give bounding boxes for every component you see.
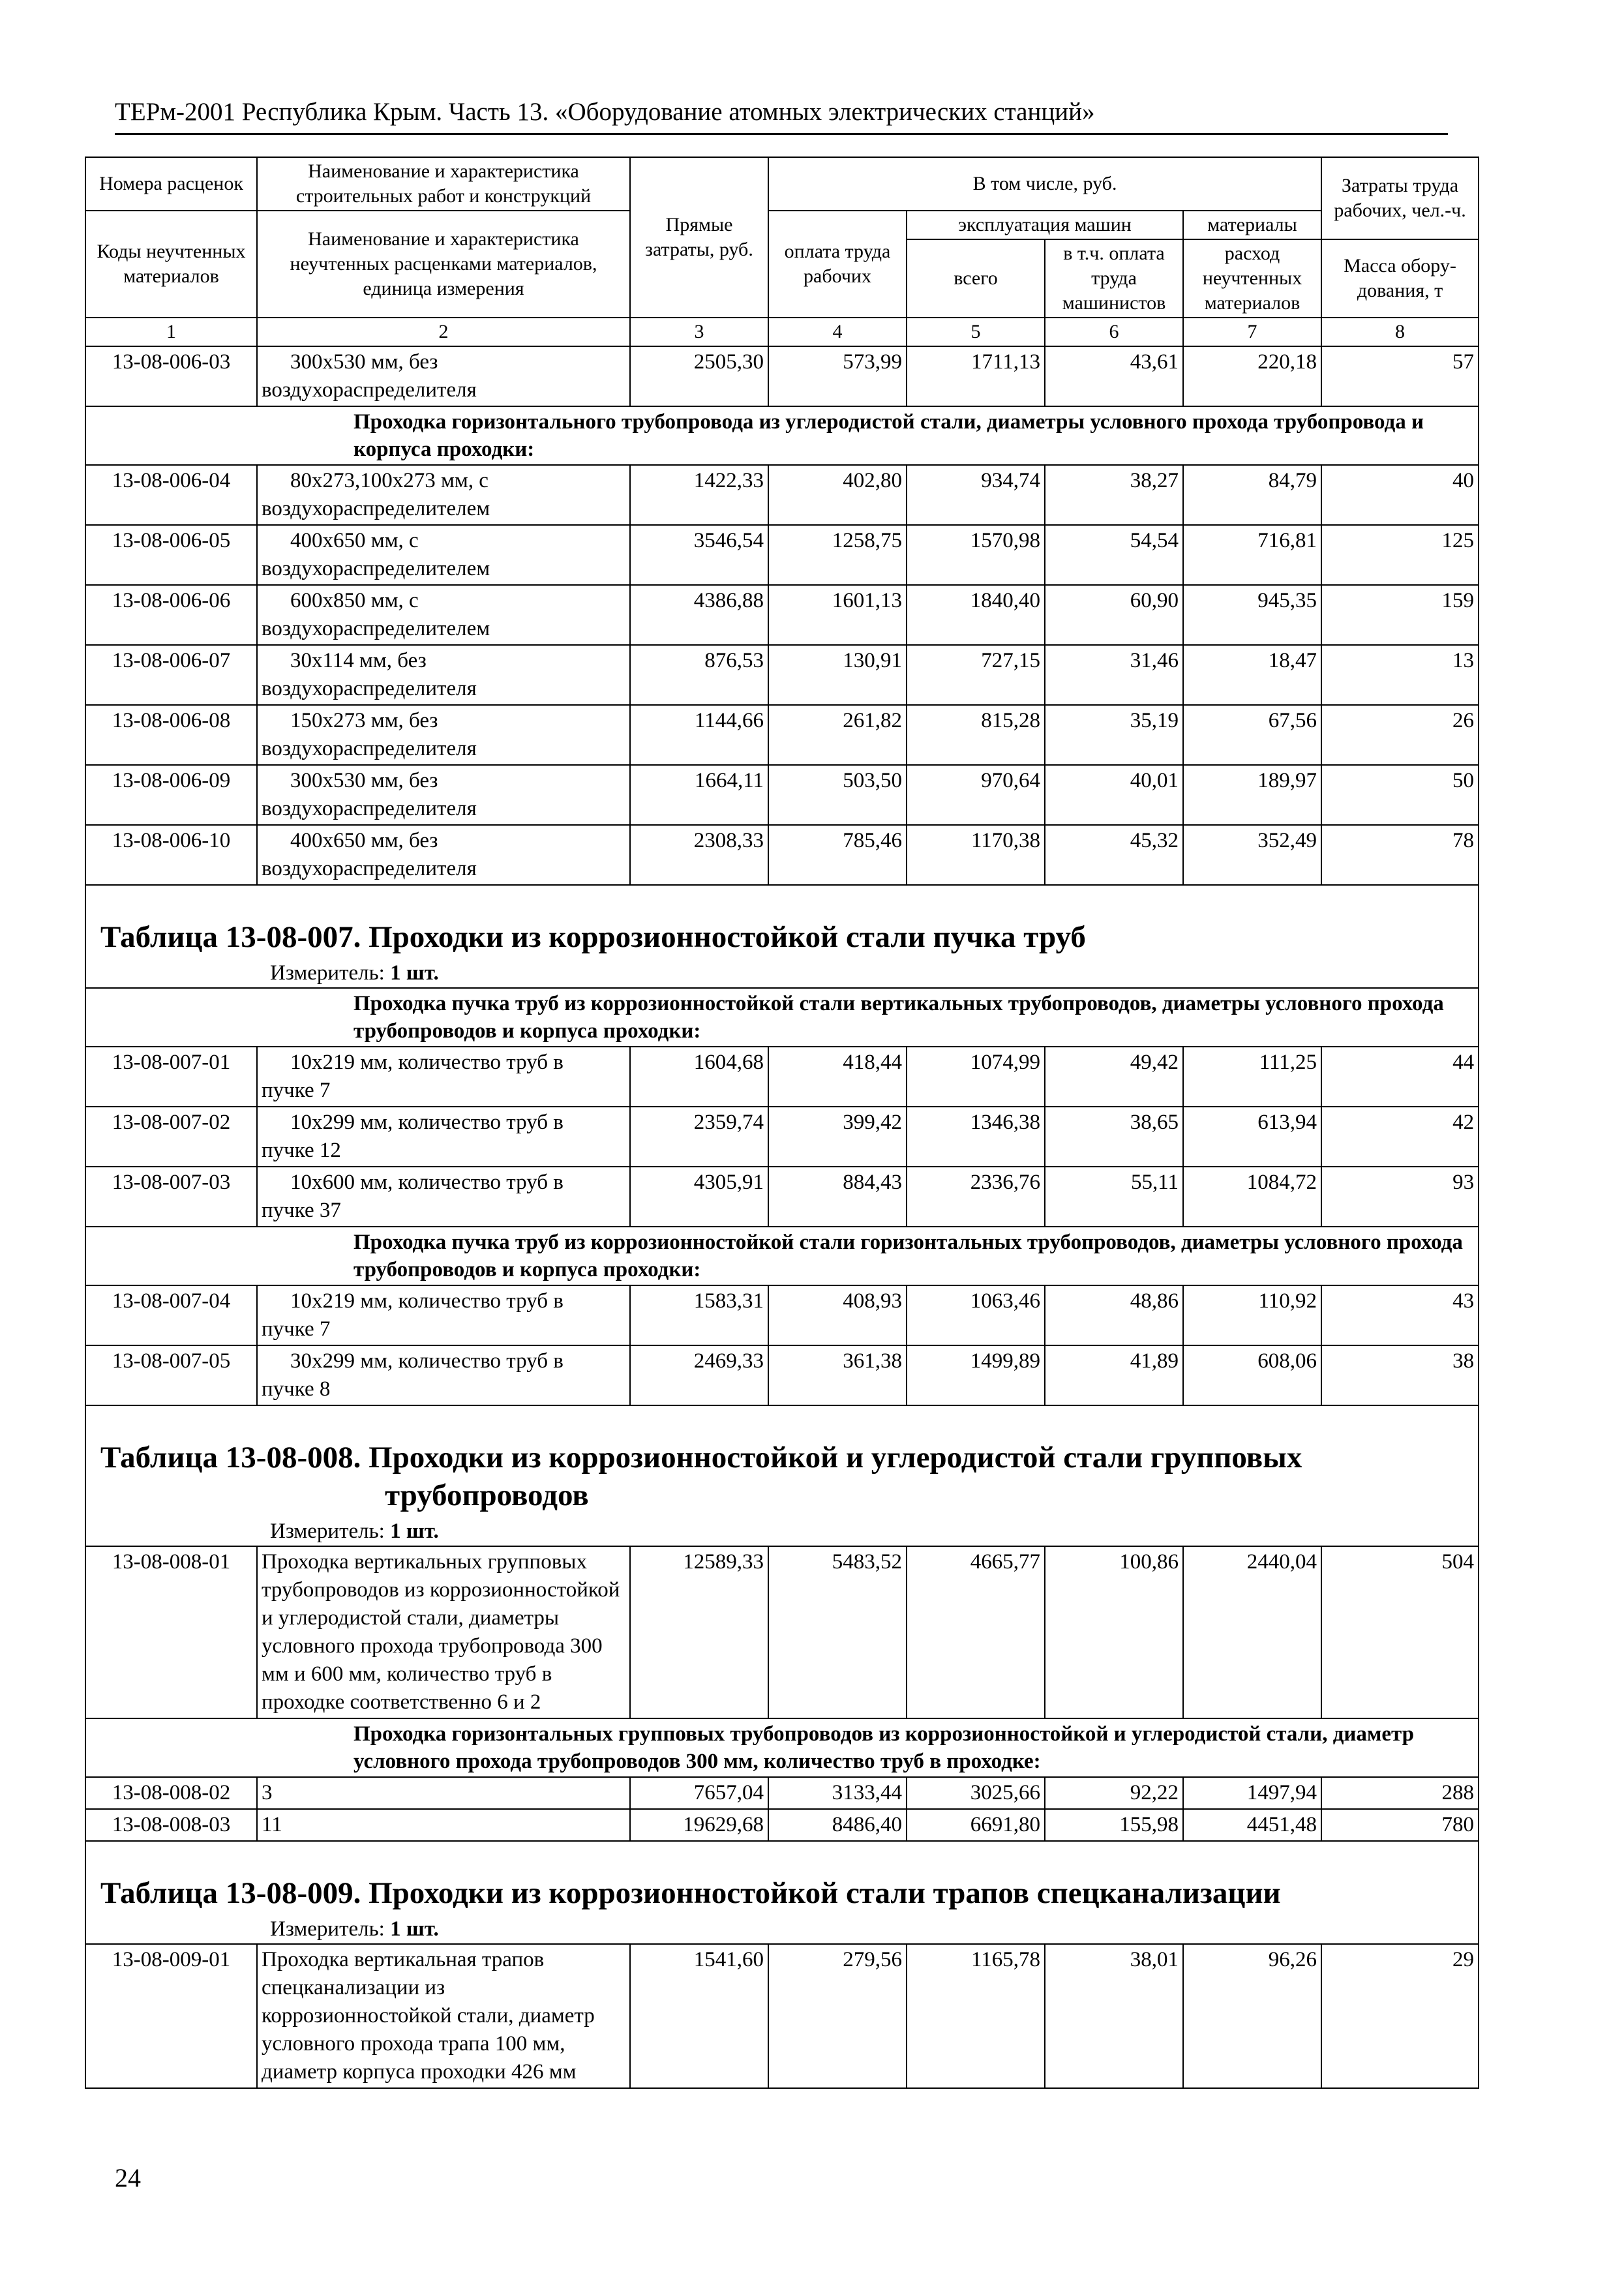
machines-total: 2336,76 — [907, 1167, 1045, 1227]
machines-total: 1840,40 — [907, 585, 1045, 645]
table-row — [86, 1107, 1478, 1167]
table-007-title: Таблица 13-08-007. Проходки из коррозионностойкой стали пучка труб — [100, 920, 1086, 954]
rate-description: 10x299 мм, количество труб в пучке 12 — [257, 1107, 630, 1167]
col-number: 7 — [1183, 318, 1321, 346]
document-frame — [85, 157, 1479, 2089]
rate-description: 10x219 мм, количество труб в пучке 7 — [257, 1047, 630, 1107]
worker-pay: 3133,44 — [768, 1777, 907, 1809]
direct-costs: 4386,88 — [630, 585, 768, 645]
machines-total: 1170,38 — [907, 825, 1045, 885]
machines-total: 1711,13 — [907, 346, 1045, 406]
worker-pay: 1601,13 — [768, 585, 907, 645]
col-number: 1 — [86, 318, 257, 346]
operators-pay: 38,27 — [1045, 465, 1183, 525]
rate-code: 13-08-006-07 — [86, 645, 257, 705]
group-row — [86, 1718, 1478, 1777]
rate-description: 600x850 мм, с воздухораспределителем — [257, 585, 630, 645]
table-008-title: Таблица 13-08-008. Проходки из коррозионностойкой и углеродистой стали групповых трубопроводов — [100, 1441, 1302, 1512]
group-heading: Проходка горизонтальных групповых трубопроводов из коррозионностойкой и углеродистой стали, диаметр условного прохода трубопроводов 300 мм, количество труб в проходке: — [86, 1718, 1478, 1777]
worker-pay: 8486,40 — [768, 1809, 907, 1841]
rate-code: 13-08-007-03 — [86, 1167, 257, 1227]
table-009-meter: Измеритель: 1 шт. — [270, 1917, 439, 1941]
rate-code: 13-08-008-01 — [86, 1546, 257, 1718]
direct-costs: 19629,68 — [630, 1809, 768, 1841]
machines-total: 3025,66 — [907, 1777, 1045, 1809]
direct-costs: 12589,33 — [630, 1546, 768, 1718]
col-number: 8 — [1321, 318, 1478, 346]
operators-pay: 40,01 — [1045, 765, 1183, 825]
direct-costs: 2308,33 — [630, 825, 768, 885]
group-row — [86, 406, 1478, 465]
rate-code: 13-08-007-05 — [86, 1345, 257, 1405]
machines-total: 815,28 — [907, 705, 1045, 765]
materials: 2440,04 — [1183, 1546, 1321, 1718]
operators-pay: 38,01 — [1045, 1944, 1183, 2088]
operators-pay: 41,89 — [1045, 1345, 1183, 1405]
table-009-title: Таблица 13-08-009. Проходки из коррозионностойкой стали трапов спецканализации — [100, 1876, 1281, 1910]
worker-pay: 573,99 — [768, 346, 907, 406]
operators-pay: 92,22 — [1045, 1777, 1183, 1809]
rate-description: 400x650 мм, с воздухораспределителем — [257, 525, 630, 585]
col-machines-total-header: всего — [907, 239, 1045, 318]
direct-costs: 4305,91 — [630, 1167, 768, 1227]
col-rate-number-header: Номера расценок — [86, 157, 257, 211]
machines-total: 934,74 — [907, 465, 1045, 525]
column-header-row-2 — [86, 211, 1478, 239]
col-worker-pay-header: оплата труда рабочих — [768, 211, 907, 318]
rate-description: 30x299 мм, количество труб в пучке 8 — [257, 1345, 630, 1405]
col-labor-header: Затраты труда рабочих, чел.-ч. — [1321, 157, 1478, 239]
rate-description: 300x530 мм, без воздухораспределителя — [257, 346, 630, 406]
col-number: 4 — [768, 318, 907, 346]
page-number: 24 — [115, 2163, 141, 2192]
rate-description: 300x530 мм, без воздухораспределителя — [257, 765, 630, 825]
table-row — [86, 1345, 1478, 1405]
operators-pay: 49,42 — [1045, 1047, 1183, 1107]
rate-code: 13-08-006-08 — [86, 705, 257, 765]
group-heading: Проходка пучка труб из коррозионностойкой стали горизонтальных трубопроводов, диаметры условного прохода трубопроводов и корпуса проходки: — [86, 1227, 1478, 1285]
table-row — [86, 1167, 1478, 1227]
group-heading: Проходка пучка труб из коррозионностойкой стали вертикальных трубопроводов, диаметры условного прохода трубопроводов и корпуса проходки: — [86, 988, 1478, 1047]
table-row — [86, 645, 1478, 705]
operators-pay: 45,32 — [1045, 825, 1183, 885]
table-008-meter: Измеритель: 1 шт. — [270, 1519, 439, 1543]
group-row — [86, 1227, 1478, 1285]
col-direct-costs-header: Прямые затраты, руб. — [630, 157, 768, 318]
rates-table-009 — [86, 1943, 1478, 2089]
col-number: 5 — [907, 318, 1045, 346]
labor: 159 — [1321, 585, 1478, 645]
worker-pay: 5483,52 — [768, 1546, 907, 1718]
rate-code: 13-08-007-04 — [86, 1285, 257, 1345]
col-machines-header: эксплуатация машин — [907, 211, 1183, 239]
labor: 288 — [1321, 1777, 1478, 1809]
direct-costs: 1583,31 — [630, 1285, 768, 1345]
labor: 57 — [1321, 346, 1478, 406]
operators-pay: 38,65 — [1045, 1107, 1183, 1167]
rate-description: Проходка вертикальная трапов спецканализации из коррозионностойкой стали, диаметр условного прохода трапа 100 мм, диаметр корпуса проходки 426 мм — [257, 1944, 630, 2088]
machines-total: 1063,46 — [907, 1285, 1045, 1345]
col-number: 2 — [257, 318, 630, 346]
machines-total: 1346,38 — [907, 1107, 1045, 1167]
labor: 42 — [1321, 1107, 1478, 1167]
materials: 67,56 — [1183, 705, 1321, 765]
direct-costs: 1422,33 — [630, 465, 768, 525]
operators-pay: 43,61 — [1045, 346, 1183, 406]
rates-table-008 — [86, 1546, 1478, 1842]
machines-total: 1499,89 — [907, 1345, 1045, 1405]
labor: 38 — [1321, 1345, 1478, 1405]
table-row — [86, 1777, 1478, 1809]
table-row — [86, 1809, 1478, 1841]
page-header: ТЕРм-2001 Республика Крым. Часть 13. «Оборудование атомных электрических станций» — [115, 97, 1448, 135]
materials: 716,81 — [1183, 525, 1321, 585]
worker-pay: 884,43 — [768, 1167, 907, 1227]
group-row — [86, 988, 1478, 1047]
labor: 50 — [1321, 765, 1478, 825]
materials: 111,25 — [1183, 1047, 1321, 1107]
worker-pay: 130,91 — [768, 645, 907, 705]
column-number-row — [86, 318, 1478, 346]
rate-description: 80x273,100x273 мм, с воздухораспределителем — [257, 465, 630, 525]
rate-description: 150x273 мм, без воздухораспределителя — [257, 705, 630, 765]
worker-pay: 361,38 — [768, 1345, 907, 1405]
machines-total: 970,64 — [907, 765, 1045, 825]
operators-pay: 35,19 — [1045, 705, 1183, 765]
table-row — [86, 1285, 1478, 1345]
col-material-codes-header: Коды неучтенных материалов — [86, 211, 257, 318]
worker-pay: 503,50 — [768, 765, 907, 825]
rate-code: 13-08-006-04 — [86, 465, 257, 525]
rate-code: 13-08-008-02 — [86, 1777, 257, 1809]
worker-pay: 279,56 — [768, 1944, 907, 2088]
labor: 44 — [1321, 1047, 1478, 1107]
rate-code: 13-08-007-01 — [86, 1047, 257, 1107]
rate-code: 13-08-006-03 — [86, 346, 257, 406]
materials: 352,49 — [1183, 825, 1321, 885]
materials: 613,94 — [1183, 1107, 1321, 1167]
machines-total: 1570,98 — [907, 525, 1045, 585]
materials: 1084,72 — [1183, 1167, 1321, 1227]
operators-pay: 100,86 — [1045, 1546, 1183, 1718]
table-row — [86, 705, 1478, 765]
rates-table-007 — [86, 987, 1478, 1406]
col-material-consumption-header: расход неучтенных материалов — [1183, 239, 1321, 318]
machines-total: 4665,77 — [907, 1546, 1045, 1718]
worker-pay: 261,82 — [768, 705, 907, 765]
direct-costs: 2505,30 — [630, 346, 768, 406]
direct-costs: 1144,66 — [630, 705, 768, 765]
worker-pay: 418,44 — [768, 1047, 907, 1107]
table-row — [86, 765, 1478, 825]
col-materials-header: материалы — [1183, 211, 1321, 239]
machines-total: 6691,80 — [907, 1809, 1045, 1841]
operators-pay: 48,86 — [1045, 1285, 1183, 1345]
labor: 26 — [1321, 705, 1478, 765]
direct-costs: 1604,68 — [630, 1047, 768, 1107]
direct-costs: 1664,11 — [630, 765, 768, 825]
table-row — [86, 1047, 1478, 1107]
materials: 1497,94 — [1183, 1777, 1321, 1809]
labor: 29 — [1321, 1944, 1478, 2088]
materials: 4451,48 — [1183, 1809, 1321, 1841]
rate-code: 13-08-007-02 — [86, 1107, 257, 1167]
operators-pay: 60,90 — [1045, 585, 1183, 645]
rate-code: 13-08-009-01 — [86, 1944, 257, 2088]
table-row — [86, 525, 1478, 585]
rate-code: 13-08-006-06 — [86, 585, 257, 645]
worker-pay: 408,93 — [768, 1285, 907, 1345]
col-work-name-header: Наименование и характеристика строительных работ и конструкций — [257, 157, 630, 211]
labor: 13 — [1321, 645, 1478, 705]
col-equipment-mass-header: Масса обору-дования, т — [1321, 239, 1478, 318]
labor: 40 — [1321, 465, 1478, 525]
materials: 96,26 — [1183, 1944, 1321, 2088]
materials: 945,35 — [1183, 585, 1321, 645]
labor: 78 — [1321, 825, 1478, 885]
table-row — [86, 465, 1478, 525]
rate-description: 30x114 мм, без воздухораспределителя — [257, 645, 630, 705]
labor: 93 — [1321, 1167, 1478, 1227]
rate-description: 11 — [257, 1809, 630, 1841]
operators-pay: 155,98 — [1045, 1809, 1183, 1841]
materials: 608,06 — [1183, 1345, 1321, 1405]
worker-pay: 399,42 — [768, 1107, 907, 1167]
direct-costs: 876,53 — [630, 645, 768, 705]
rate-description: 10x219 мм, количество труб в пучке 7 — [257, 1285, 630, 1345]
worker-pay: 785,46 — [768, 825, 907, 885]
direct-costs: 1541,60 — [630, 1944, 768, 2088]
col-operators-pay-header: в т.ч. оплата труда машинистов — [1045, 239, 1183, 318]
rate-code: 13-08-006-10 — [86, 825, 257, 885]
rate-description: 3 — [257, 1777, 630, 1809]
direct-costs: 3546,54 — [630, 525, 768, 585]
table-row — [86, 1944, 1478, 2088]
table-row — [86, 825, 1478, 885]
direct-costs: 2359,74 — [630, 1107, 768, 1167]
labor: 780 — [1321, 1809, 1478, 1841]
direct-costs: 2469,33 — [630, 1345, 768, 1405]
col-including-header: В том числе, руб. — [768, 157, 1321, 211]
rate-code: 13-08-006-05 — [86, 525, 257, 585]
group-heading: Проходка горизонтального трубопровода из углеродистой стали, диаметры условного прохода трубопровода и корпуса проходки: — [86, 406, 1478, 465]
materials: 220,18 — [1183, 346, 1321, 406]
rates-table-006 — [86, 157, 1478, 886]
labor: 504 — [1321, 1546, 1478, 1718]
machines-total: 1165,78 — [907, 1944, 1045, 2088]
machines-total: 1074,99 — [907, 1047, 1045, 1107]
labor: 43 — [1321, 1285, 1478, 1345]
rate-description: 10x600 мм, количество труб в пучке 37 — [257, 1167, 630, 1227]
column-header-row-1 — [86, 157, 1478, 211]
materials: 110,92 — [1183, 1285, 1321, 1345]
direct-costs: 7657,04 — [630, 1777, 768, 1809]
table-row — [86, 346, 1478, 406]
table-007-meter: Измеритель: 1 шт. — [270, 961, 439, 985]
rate-code: 13-08-006-09 — [86, 765, 257, 825]
operators-pay: 55,11 — [1045, 1167, 1183, 1227]
worker-pay: 1258,75 — [768, 525, 907, 585]
table-row — [86, 1546, 1478, 1718]
rate-description: Проходка вертикальных групповых трубопроводов из коррозионностойкой и углеродистой стали, диаметры условного прохода трубопровода 300 мм и 600 мм, количество труб в проходке соответственно 6 и 2 — [257, 1546, 630, 1718]
materials: 18,47 — [1183, 645, 1321, 705]
rate-code: 13-08-008-03 — [86, 1809, 257, 1841]
operators-pay: 54,54 — [1045, 525, 1183, 585]
materials: 84,79 — [1183, 465, 1321, 525]
table-row — [86, 585, 1478, 645]
materials: 189,97 — [1183, 765, 1321, 825]
col-number: 6 — [1045, 318, 1183, 346]
labor: 125 — [1321, 525, 1478, 585]
col-number: 3 — [630, 318, 768, 346]
col-material-name-header: Наименование и характеристика неучтенных расценками материалов, единица измерения — [257, 211, 630, 318]
worker-pay: 402,80 — [768, 465, 907, 525]
machines-total: 727,15 — [907, 645, 1045, 705]
operators-pay: 31,46 — [1045, 645, 1183, 705]
rate-description: 400x650 мм, без воздухораспределителя — [257, 825, 630, 885]
